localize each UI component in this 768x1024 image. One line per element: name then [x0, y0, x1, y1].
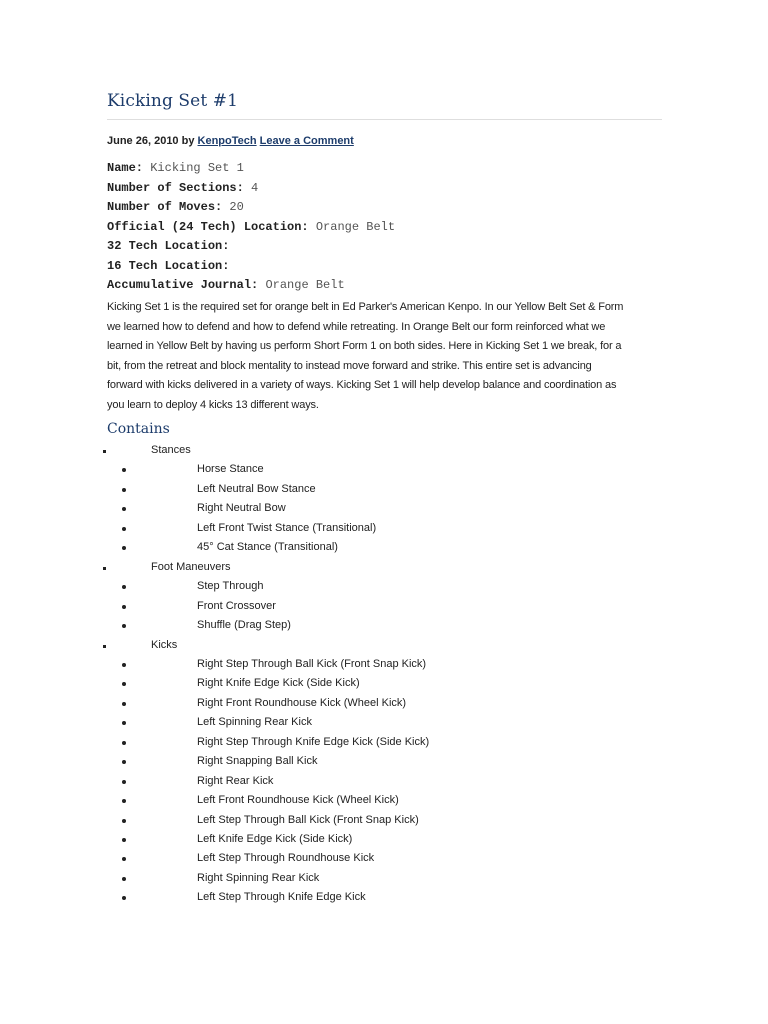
contains-item: Left Step Through Knife Edge Kick: [197, 891, 366, 904]
round-bullet-icon: [122, 838, 126, 842]
intro-line: we learned how to defend and how to defend while retreating. In Orange Belt our form reinforced what we: [107, 320, 606, 333]
contains-heading: Contains: [107, 421, 170, 437]
contains-item: Shuffle (Drag Step): [197, 619, 291, 632]
square-bullet-icon: [103, 645, 106, 648]
title-divider: [107, 119, 662, 120]
field-row: [107, 181, 258, 195]
intro-line: forward with kicks delivered in a variety of ways. Kicking Set 1 will help develop balance and coordination as: [107, 379, 617, 391]
field-key: Accumulative Journal:: [107, 278, 259, 292]
field-key: 32 Tech Location:: [107, 239, 230, 253]
square-bullet-icon: [103, 567, 106, 570]
round-bullet-icon: [122, 527, 126, 531]
round-bullet-icon: [122, 507, 126, 511]
contains-item: Right Knife Edge Kick (Side Kick): [197, 677, 360, 690]
round-bullet-icon: [122, 780, 126, 784]
square-bullet-icon: [103, 450, 106, 453]
contains-item: Right Rear Kick: [197, 774, 274, 787]
round-bullet-icon: [122, 682, 126, 686]
contains-item: Right Snapping Ball Kick: [197, 755, 318, 768]
round-bullet-icon: [122, 488, 126, 492]
round-bullet-icon: [122, 819, 126, 823]
field-value: 4: [251, 181, 259, 195]
field-value: Orange Belt: [315, 220, 396, 234]
field-key: Name:: [107, 161, 144, 175]
field-key: 16 Tech Location:: [107, 259, 230, 273]
round-bullet-icon: [122, 605, 126, 609]
round-bullet-icon: [122, 663, 126, 667]
contains-item: Right Step Through Knife Edge Kick (Side Kick): [197, 735, 430, 748]
round-bullet-icon: [122, 468, 126, 472]
round-bullet-icon: [122, 624, 126, 628]
field-value: 20: [229, 200, 244, 214]
field-value: Kicking Set 1: [150, 161, 244, 175]
leave-comment-link[interactable]: Leave a Comment: [259, 135, 354, 147]
round-bullet-icon: [122, 896, 126, 900]
contains-group-label: Kicks: [151, 638, 178, 651]
round-bullet-icon: [122, 721, 126, 725]
contains-item: Step Through: [197, 580, 264, 593]
contains-item: Left Front Twist Stance (Transitional): [197, 521, 377, 534]
round-bullet-icon: [122, 799, 126, 803]
round-bullet-icon: [122, 877, 126, 881]
field-row: [107, 161, 244, 175]
contains-item: Right Spinning Rear Kick: [197, 871, 320, 884]
intro-line: Kicking Set 1 is the required set for orange belt in Ed Parker's American Kenpo. In our Yellow Belt Set & Form: [107, 301, 624, 313]
field-value: Orange Belt: [265, 278, 345, 292]
contains-item: Right Neutral Bow: [197, 502, 286, 515]
contains-item: Left Knife Edge Kick (Side Kick): [197, 833, 353, 845]
intro-paragraph: [107, 298, 667, 415]
field-row: [107, 239, 229, 253]
contains-item: 45° Cat Stance (Transitional): [197, 541, 338, 554]
post-meta: [107, 135, 354, 147]
post-date: June 26, 2010: [107, 135, 179, 147]
contains-item: Left Front Roundhouse Kick (Wheel Kick): [197, 794, 399, 807]
intro-line: you learn to deploy 4 kicks 13 different ways.: [107, 398, 319, 411]
contains-item: Left Spinning Rear Kick: [197, 716, 312, 729]
field-row: [107, 220, 395, 234]
contains-group-label: Foot Maneuvers: [151, 560, 231, 573]
round-bullet-icon: [122, 702, 126, 706]
round-bullet-icon: [122, 585, 126, 589]
contains-item: Left Neutral Bow Stance: [197, 482, 316, 495]
author-link[interactable]: KenpoTech: [197, 135, 257, 147]
round-bullet-icon: [122, 760, 126, 764]
contains-group-label: Stances: [151, 444, 191, 456]
round-bullet-icon: [122, 546, 126, 550]
contains-item: Left Step Through Roundhouse Kick: [197, 852, 375, 865]
field-key: Official (24 Tech) Location:: [107, 220, 309, 234]
field-key: Number of Moves:: [107, 200, 223, 214]
field-row: [107, 259, 229, 273]
round-bullet-icon: [122, 741, 126, 745]
post-by: by: [181, 135, 195, 147]
contains-item: Left Step Through Ball Kick (Front Snap Kick): [197, 813, 419, 826]
contains-item: Horse Stance: [197, 463, 264, 476]
post-title[interactable]: Kicking Set #1: [107, 91, 239, 111]
field-key: Number of Sections:: [107, 181, 244, 195]
field-row: [107, 200, 244, 214]
intro-line: bit, from the retreat and block mentality to instead move forward and strike. This entire set is advancing: [107, 359, 592, 372]
contains-item: Right Step Through Ball Kick (Front Snap Kick): [197, 657, 427, 670]
field-row: [107, 278, 345, 292]
contains-item: Right Front Roundhouse Kick (Wheel Kick): [197, 696, 407, 709]
intro-line: learned in Yellow Belt by having us perform Short Form 1 on both sides. Here in Kicking Set 1 we break, for a: [107, 340, 622, 352]
round-bullet-icon: [122, 857, 126, 861]
contains-item: Front Crossover: [197, 599, 276, 612]
